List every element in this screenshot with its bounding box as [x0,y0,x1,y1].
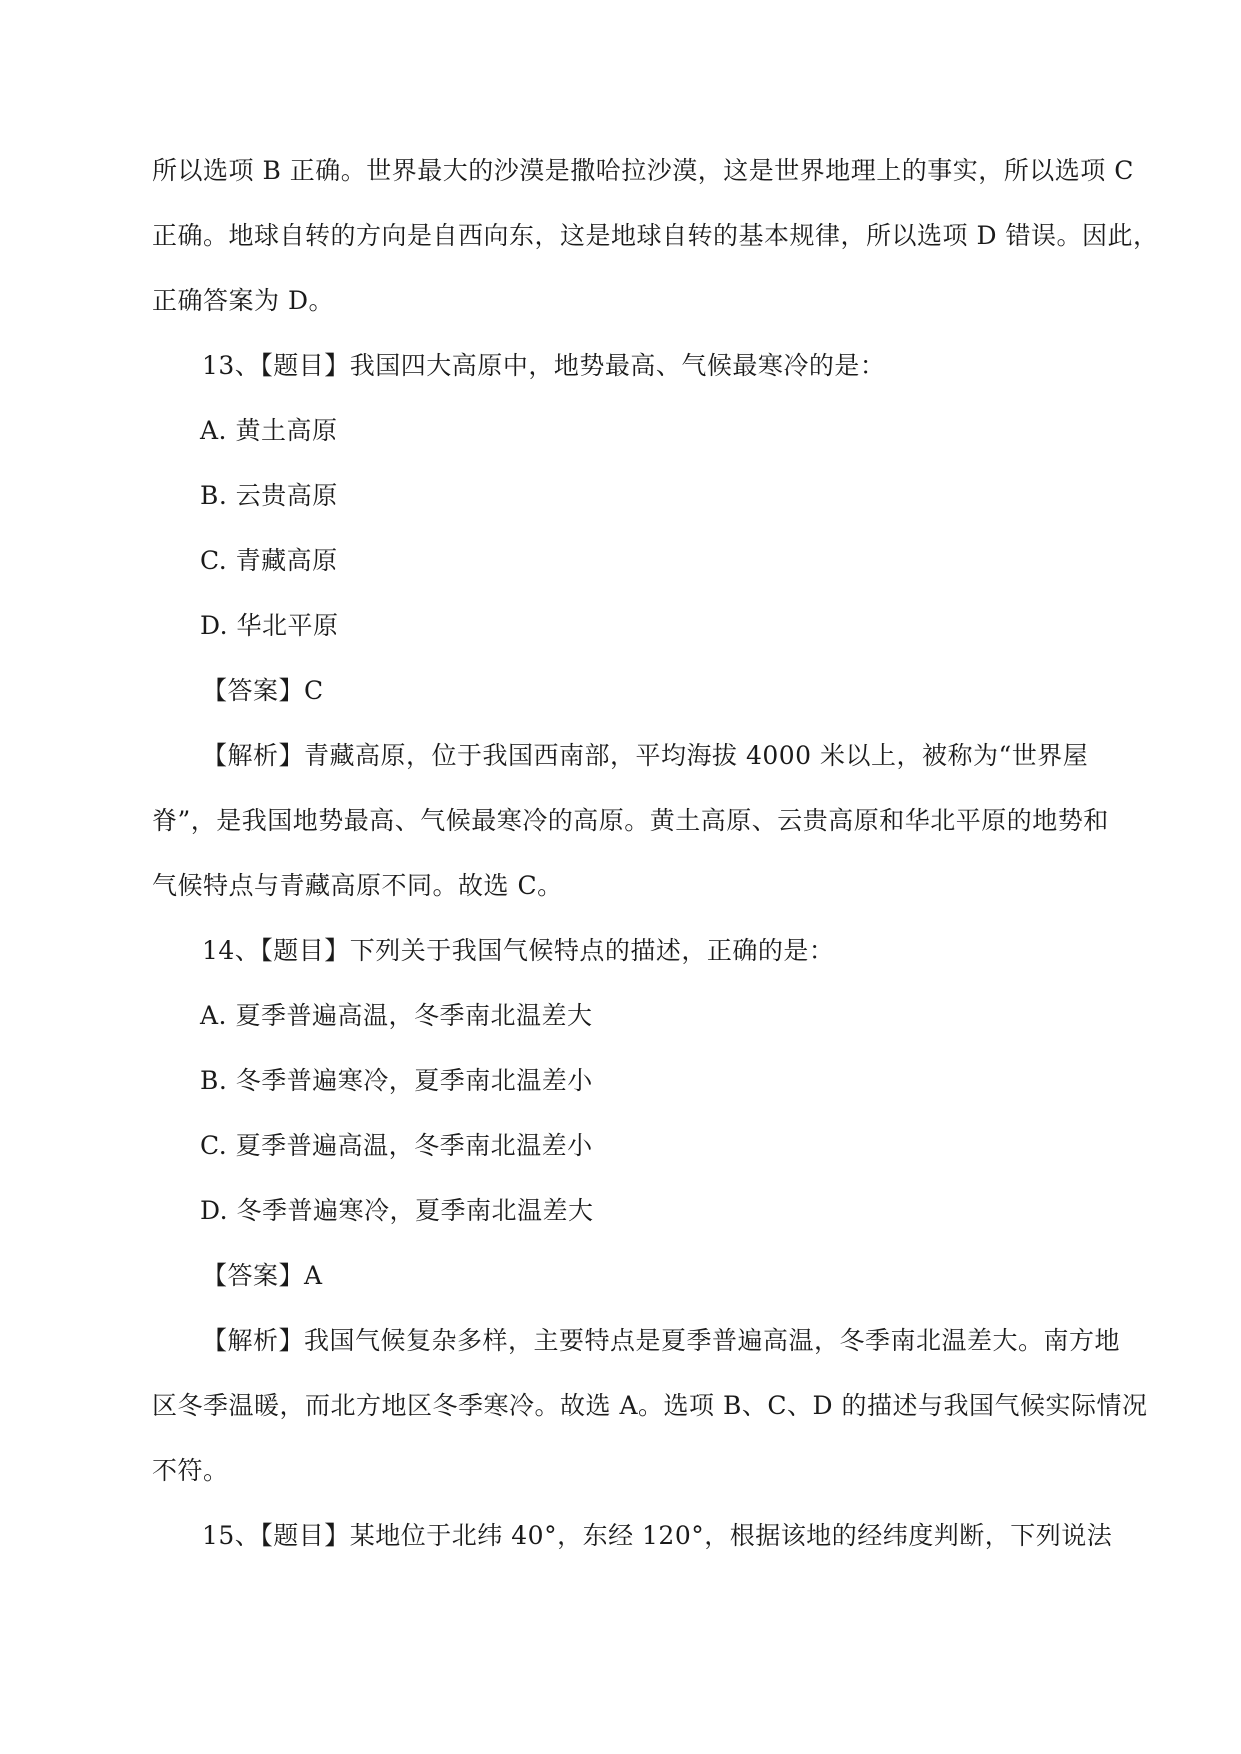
q13-option-b: B. 云贵高原 [200,481,338,510]
q13-stem: 13、【题目】我国四大高原中，地势最高、气候最寒冷的是： [202,351,886,380]
document-body [152,138,1159,1568]
q13-option-a: A. 黄土高原 [200,416,338,445]
q13-option-d: D. 华北平原 [200,611,339,640]
prev-analysis-line-3: 正确答案为 D。 [152,286,334,315]
q14-option-c: C. 夏季普遍高温，冬季南北温差小 [200,1131,593,1160]
prev-analysis-line-1: 所以选项 B 正确。世界最大的沙漠是撒哈拉沙漠，这是世界地理上的事实，所以选项 C [152,156,1134,185]
q15-stem: 15、【题目】某地位于北纬 40°，东经 120°，根据该地的经纬度判断，下列说法 [202,1521,1113,1550]
q13-answer: 【答案】C [202,676,324,705]
q14-analysis-line-2: 区冬季温暖，而北方地区冬季寒冷。故选 A。选项 B、C、D 的描述与我国气候实际情况 [152,1391,1148,1420]
q13-analysis-line-1: 【解析】青藏高原，位于我国西南部，平均海拔 4000 米以上，被称为“世界屋 [202,741,1089,770]
q14-analysis-line-3: 不符。 [152,1456,229,1485]
q14-option-b: B. 冬季普遍寒冷，夏季南北温差小 [200,1066,593,1095]
q13-analysis-line-3: 气候特点与青藏高原不同。故选 C。 [152,871,563,900]
q13-option-c: C. 青藏高原 [200,546,338,575]
q14-analysis-line-1: 【解析】我国气候复杂多样，主要特点是夏季普遍高温，冬季南北温差大。南方地 [202,1326,1121,1355]
q14-answer: 【答案】A [202,1261,323,1290]
q13-analysis-line-2: 脊”，是我国地势最高、气候最寒冷的高原。黄土高原、云贵高原和华北平原的地势和 [152,806,1109,835]
prev-analysis-line-2: 正确。地球自转的方向是自西向东，这是地球自转的基本规律，所以选项 D 错误。因此， [152,221,1159,250]
q14-option-a: A. 夏季普遍高温，冬季南北温差大 [200,1001,593,1030]
q14-stem: 14、【题目】下列关于我国气候特点的描述，正确的是： [202,936,835,965]
q14-option-d: D. 冬季普遍寒冷，夏季南北温差大 [200,1196,594,1225]
